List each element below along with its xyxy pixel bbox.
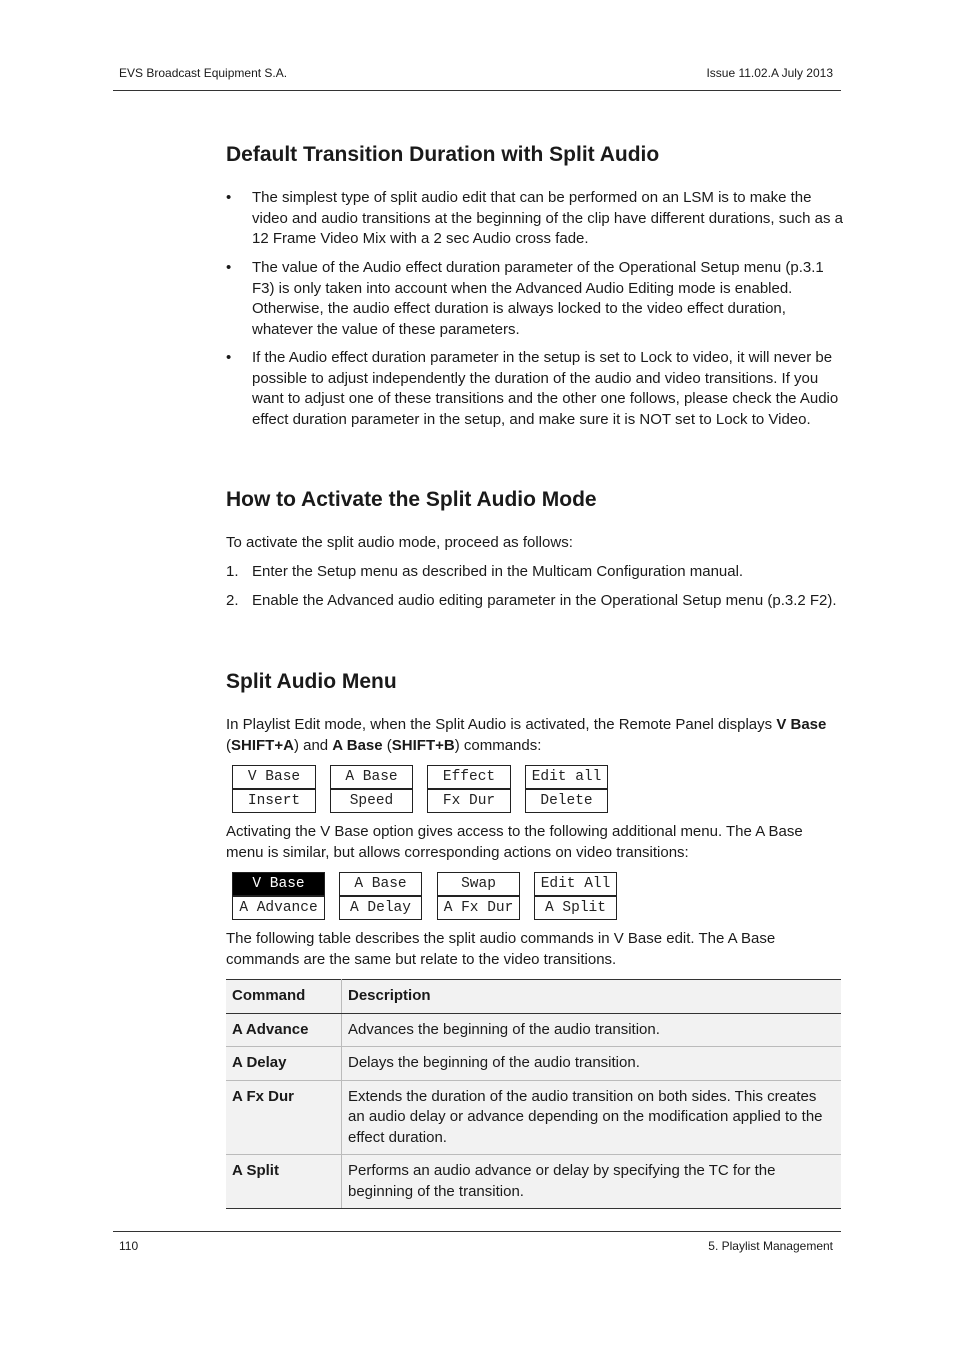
- menu-key-a-fx-dur[interactable]: A Fx Dur: [437, 896, 520, 920]
- menu-key-v-base-selected[interactable]: V Base: [232, 872, 325, 896]
- bullet-mark: •: [226, 259, 232, 276]
- command-cell: A Fx Dur: [226, 1080, 342, 1155]
- bullet-text: If the Audio effect duration parameter in the setup is set to Lock to video, it will never be possible to adjust independently the duration of the audio and video transitions. If you want to adjust one of these transitions and the other one follows, please check the Audio effect duration parameter in the setup, and make sure it is NOT set to Lock to Video.: [252, 349, 839, 428]
- intro-bold-shift-a: SHIFT+A: [231, 736, 294, 754]
- bullet-text: The value of the Audio effect duration parameter of the Operational Setup menu (p.3.1 F3) is only taken into account when the Advanced Audio Editing mode is enabled. Otherwise, the audio effect duration is always locked to the video effect duration, whatever the value of these parameters.: [252, 259, 824, 338]
- page-number: 110: [119, 1239, 139, 1253]
- command-cell: A Delay: [226, 1047, 342, 1081]
- menu-key-fx-dur[interactable]: Fx Dur: [427, 789, 511, 813]
- section3-intro: [226, 715, 844, 756]
- section-title-split-audio-menu: Split Audio Menu: [226, 670, 397, 693]
- footer-chapter: 5. Playlist Management: [708, 1239, 833, 1253]
- column-header-command: Command: [226, 980, 342, 1014]
- menu-key-a-delay[interactable]: A Delay: [339, 896, 422, 920]
- description-cell: Performs an audio advance or delay by specifying the TC for the beginning of the transition.: [342, 1155, 842, 1209]
- section3-table-intro: The following table describes the split audio commands in V Base edit. The A Base commands are the same but relate to the video transitions.: [226, 930, 776, 968]
- table-row: [226, 1013, 841, 1047]
- menu-key-edit-all[interactable]: Edit All: [534, 872, 617, 896]
- column-header-description: Description: [342, 980, 842, 1014]
- intro-bold-v-base: V Base: [776, 716, 827, 733]
- table-row: [226, 1047, 841, 1081]
- menu-key-swap[interactable]: Swap: [437, 872, 520, 896]
- table-header-row: [226, 980, 841, 1014]
- split-audio-commands-table: [226, 979, 841, 1209]
- header-company: EVS Broadcast Equipment S.A.: [119, 66, 288, 80]
- menu-key-a-split[interactable]: A Split: [534, 896, 617, 920]
- intro-text: ) commands:: [454, 736, 542, 754]
- intro-bold-shift-b: SHIFT+B: [391, 736, 455, 754]
- step-number: 2.: [226, 592, 239, 609]
- menu-key-edit-all[interactable]: Edit all: [525, 765, 608, 789]
- header-issue: Issue 11.02.A July 2013: [706, 66, 833, 80]
- description-cell: Extends the duration of the audio transition on both sides. This creates an audio delay or advance depending on the modification applied to the effect duration.: [342, 1080, 842, 1155]
- bullet-mark: •: [226, 349, 232, 366]
- intro-bold-a-base: A Base: [332, 736, 383, 754]
- intro-text: In Playlist Edit mode, when the Split Audio is activated, the Remote Panel displays: [226, 716, 777, 733]
- intro-text: (: [226, 736, 231, 754]
- menu-key-a-base[interactable]: A Base: [339, 872, 422, 896]
- bullet-text: The simplest type of split audio edit that can be performed on an LSM is to make the video and audio transitions at the beginning of the clip have different durations, such as a 12 Frame Video Mix with a 2 sec Audio cross fade.: [252, 189, 843, 247]
- intro-text: (: [382, 736, 392, 754]
- page-footer: [113, 1231, 841, 1253]
- menu-key-effect[interactable]: Effect: [427, 765, 511, 789]
- command-cell: A Split: [226, 1155, 342, 1209]
- intro-text: ) and: [293, 736, 333, 754]
- menu-key-insert[interactable]: Insert: [232, 789, 316, 813]
- description-cell: Advances the beginning of the audio transition.: [342, 1013, 842, 1047]
- section2-intro: To activate the split audio mode, proceed as follows:: [226, 534, 573, 551]
- section-title-activate-split-audio: How to Activate the Split Audio Mode: [226, 488, 597, 511]
- menu-key-a-base[interactable]: A Base: [330, 765, 413, 789]
- section-title-default-transition: Default Transition Duration with Split Audio: [226, 143, 660, 166]
- page-header: [113, 66, 841, 91]
- section3-middle-text: Activating the V Base option gives access to the following additional menu. The A Base menu is similar, but allows corresponding actions on video transitions:: [226, 823, 803, 861]
- menu-key-a-advance[interactable]: A Advance: [232, 896, 325, 920]
- step-text: Enable the Advanced audio editing parameter in the Operational Setup menu (p.3.2 F2).: [252, 592, 837, 609]
- menu-key-speed[interactable]: Speed: [330, 789, 413, 813]
- menu-key-v-base[interactable]: V Base: [232, 765, 316, 789]
- step-number: 1.: [226, 563, 239, 580]
- step-text: Enter the Setup menu as described in the Multicam Configuration manual.: [252, 563, 744, 580]
- description-cell: Delays the beginning of the audio transition.: [342, 1047, 842, 1081]
- bullet-mark: •: [226, 189, 232, 206]
- table-row: [226, 1080, 841, 1155]
- table-row: [226, 1155, 841, 1209]
- menu-key-delete[interactable]: Delete: [525, 789, 608, 813]
- command-cell: A Advance: [226, 1013, 342, 1047]
